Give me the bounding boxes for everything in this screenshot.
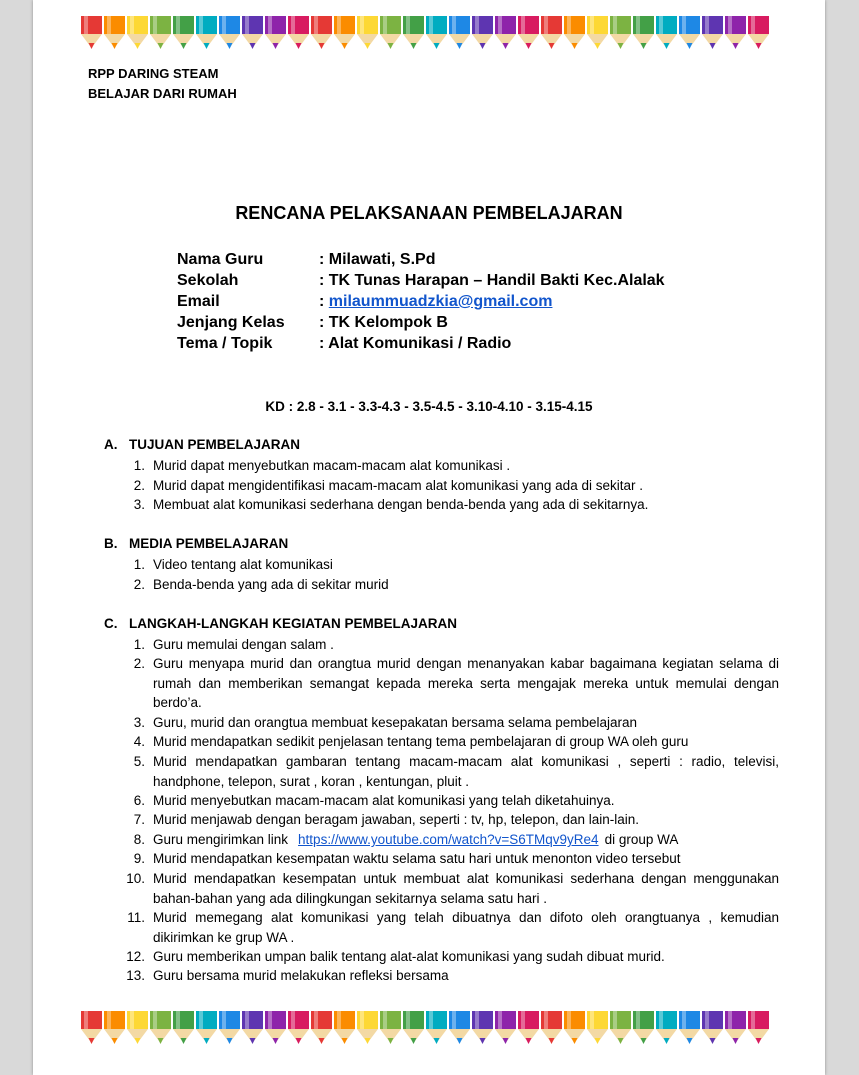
pencil-icon xyxy=(380,16,401,49)
section-title: LANGKAH-LANGKAH KEGIATAN PEMBELAJARAN xyxy=(129,616,457,631)
pencil-icon xyxy=(173,1011,194,1044)
pencil-icon xyxy=(610,1011,631,1044)
item-number: 5. xyxy=(133,754,145,769)
pencil-icon xyxy=(311,1011,332,1044)
item-number: 2. xyxy=(133,478,145,493)
item-number: 4. xyxy=(133,734,145,749)
item-text: Benda-benda yang ada di sekitar murid xyxy=(153,577,389,592)
pencil-icon xyxy=(748,1011,769,1044)
list-item xyxy=(125,495,779,515)
pencil-icon xyxy=(748,16,769,49)
pencil-icon xyxy=(242,1011,263,1044)
list-item xyxy=(125,732,779,752)
list-item xyxy=(125,752,779,791)
pencil-icon xyxy=(633,1011,654,1044)
pencil-icon xyxy=(564,16,585,49)
pencil-border-bottom xyxy=(80,1011,770,1045)
list-item xyxy=(125,575,779,595)
section-letter: B. xyxy=(104,536,118,551)
item-text-after: di group WA xyxy=(604,832,679,847)
pencil-icon xyxy=(334,1011,355,1044)
pencil-icon xyxy=(725,16,746,49)
pencil-icon xyxy=(196,1011,217,1044)
info-value xyxy=(319,293,552,311)
list-item xyxy=(125,830,779,850)
pencil-icon xyxy=(357,1011,378,1044)
item-number: 2. xyxy=(133,577,145,592)
item-text: Guru memberikan umpan balik tentang alat-alat komunikasi yang sudah dibuat murid. xyxy=(153,949,665,964)
pencil-icon xyxy=(656,1011,677,1044)
pencil-icon xyxy=(219,16,240,49)
pencil-icon xyxy=(127,16,148,49)
list-item xyxy=(125,869,779,908)
info-value: : Milawati, S.Pd xyxy=(319,251,436,268)
pencil-icon xyxy=(219,1011,240,1044)
item-text: Membuat alat komunikasi sederhana dengan benda-benda yang ada di sekitarnya. xyxy=(153,497,649,512)
list-item xyxy=(125,908,779,947)
pencil-icon xyxy=(541,1011,562,1044)
list-item xyxy=(125,713,779,733)
item-text: Murid dapat mengidentifikasi macam-macam alat komunikasi yang ada di sekitar . xyxy=(153,478,643,493)
pencil-icon xyxy=(541,16,562,49)
pencil-icon xyxy=(449,16,470,49)
pencil-icon xyxy=(426,1011,447,1044)
document-page xyxy=(33,0,825,1075)
email-link[interactable]: milaummuadzkia@gmail.com xyxy=(328,293,553,310)
pencil-icon xyxy=(633,16,654,49)
pencil-icon xyxy=(472,16,493,49)
pencil-icon xyxy=(426,16,447,49)
item-number: 10. xyxy=(126,871,145,886)
pencil-icon xyxy=(610,16,631,49)
pencil-icon xyxy=(104,1011,125,1044)
pencil-icon xyxy=(127,1011,148,1044)
info-label: Tema / Topik xyxy=(177,335,273,352)
info-label: Sekolah xyxy=(177,272,239,289)
pencil-icon xyxy=(81,16,102,49)
item-text: Murid mendapatkan kesempatan waktu selama satu hari untuk menonton video tersebut xyxy=(153,851,681,866)
pencil-border-top xyxy=(80,16,770,50)
item-text: Guru, murid dan orangtua membuat kesepakatan bersama selama pembelajaran xyxy=(153,715,638,730)
item-text: Murid menjawab dengan beragam jawaban, seperti : tv, hp, telepon, dan lain-lain. xyxy=(153,812,640,827)
pencil-icon xyxy=(449,1011,470,1044)
item-number: 13. xyxy=(126,968,145,983)
pencil-icon xyxy=(334,16,355,49)
section-letter: A. xyxy=(104,437,118,452)
pencil-icon xyxy=(403,16,424,49)
pencil-icon xyxy=(656,16,677,49)
pencil-icon xyxy=(587,16,608,49)
pencil-icon xyxy=(702,1011,723,1044)
youtube-link[interactable]: https://www.youtube.com/watch?v=S6TMqv9yRe4 xyxy=(298,832,599,847)
pencil-icon xyxy=(495,16,516,49)
pencil-icon xyxy=(288,16,309,49)
list-item xyxy=(125,456,779,476)
info-value: : TK Kelompok B xyxy=(319,314,448,331)
list-item xyxy=(125,966,779,986)
item-text xyxy=(153,830,779,850)
pencil-icon xyxy=(403,1011,424,1044)
item-number: 3. xyxy=(133,715,145,730)
pencil-icon xyxy=(104,16,125,49)
pencil-icon xyxy=(518,16,539,49)
list-item xyxy=(125,810,779,830)
item-number: 2. xyxy=(133,656,145,671)
info-value: : Alat Komunikasi / Radio xyxy=(319,335,512,352)
list-item xyxy=(125,635,779,655)
header-line-2: BELAJAR DARI RUMAH xyxy=(88,86,237,101)
section-letter: C. xyxy=(104,616,118,631)
item-text: Guru menyapa murid dan orangtua murid dengan menanyakan kabar bagaimana kegiatan selama di rumah dan memberikan semangat kepada mereka serta mengajak mereka untuk memulai dengan berdo’a. xyxy=(153,656,779,710)
pencil-icon xyxy=(725,1011,746,1044)
item-number: 1. xyxy=(133,637,145,652)
info-label: Nama Guru xyxy=(177,251,264,268)
pencil-icon xyxy=(173,16,194,49)
item-text: Murid mendapatkan gambaran tentang macam-macam alat komunikasi , seperti : radio, televisi, handphone, telepon, surat , koran , kentungan, pluit . xyxy=(153,754,779,789)
pencil-icon xyxy=(265,16,286,49)
pencil-icon xyxy=(702,16,723,49)
pencil-icon xyxy=(242,16,263,49)
email-prefix: : xyxy=(319,293,329,310)
list-item xyxy=(125,849,779,869)
section-title: MEDIA PEMBELAJARAN xyxy=(129,536,289,551)
pencil-icon xyxy=(472,1011,493,1044)
item-text: Guru bersama murid melakukan refleksi bersama xyxy=(153,968,449,983)
item-text-before: Guru mengirimkan link xyxy=(153,832,289,847)
item-number: 6. xyxy=(133,793,145,808)
pencil-icon xyxy=(196,16,217,49)
item-text: Murid mendapatkan kesempatan untuk membuat alat komunikasi sederhana dengan menggunakan bahan-bahan yang ada dilingkungan sekitarnya selama satu hari . xyxy=(153,871,779,906)
list-item xyxy=(125,654,779,713)
list-item xyxy=(125,476,779,496)
item-number: 12. xyxy=(126,949,145,964)
pencil-icon xyxy=(81,1011,102,1044)
pencil-icon xyxy=(518,1011,539,1044)
info-label: Jenjang Kelas xyxy=(177,314,285,331)
item-text: Murid dapat menyebutkan macam-macam alat komunikasi . xyxy=(153,458,511,473)
pencil-icon xyxy=(564,1011,585,1044)
pencil-icon xyxy=(265,1011,286,1044)
pencil-icon xyxy=(380,1011,401,1044)
pencil-icon xyxy=(150,1011,171,1044)
item-text: Murid mendapatkan sedikit penjelasan tentang tema pembelajaran di group WA oleh guru xyxy=(153,734,689,749)
section-title: TUJUAN PEMBELAJARAN xyxy=(129,437,301,452)
kd-line: KD : 2.8 - 3.1 - 3.3-4.3 - 3.5-4.5 - 3.10-4.10 - 3.15-4.15 xyxy=(265,399,593,414)
pencil-icon xyxy=(495,1011,516,1044)
item-number: 1. xyxy=(133,458,145,473)
document-title: RENCANA PELAKSANAAN PEMBELAJARAN xyxy=(235,203,623,223)
pencil-icon xyxy=(679,1011,700,1044)
item-number: 11. xyxy=(127,910,145,925)
list-item xyxy=(125,791,779,811)
item-text: Video tentang alat komunikasi xyxy=(153,557,333,572)
item-number: 7. xyxy=(133,812,145,827)
pencil-icon xyxy=(587,1011,608,1044)
pencil-icon xyxy=(679,16,700,49)
pencil-icon xyxy=(150,16,171,49)
item-number: 9. xyxy=(133,851,145,866)
item-text: Murid memegang alat komunikasi yang telah dibuatnya dan difoto oleh orangtuanya , kemudian dikirimkan ke grup WA . xyxy=(153,910,779,945)
pencil-icon xyxy=(311,16,332,49)
pencil-icon xyxy=(357,16,378,49)
item-number: 8. xyxy=(133,832,145,847)
header-line-1: RPP DARING STEAM xyxy=(88,66,219,81)
item-text: Guru memulai dengan salam . xyxy=(153,637,334,652)
info-label: Email xyxy=(177,293,220,310)
item-text: Murid menyebutkan macam-macam alat komunikasi yang telah diketahuinya. xyxy=(153,793,615,808)
pencil-icon xyxy=(288,1011,309,1044)
list-item xyxy=(125,947,779,967)
list-item xyxy=(125,555,779,575)
item-number: 1. xyxy=(133,557,145,572)
item-number: 3. xyxy=(133,497,145,512)
info-value: : TK Tunas Harapan – Handil Bakti Kec.Alalak xyxy=(319,272,665,289)
